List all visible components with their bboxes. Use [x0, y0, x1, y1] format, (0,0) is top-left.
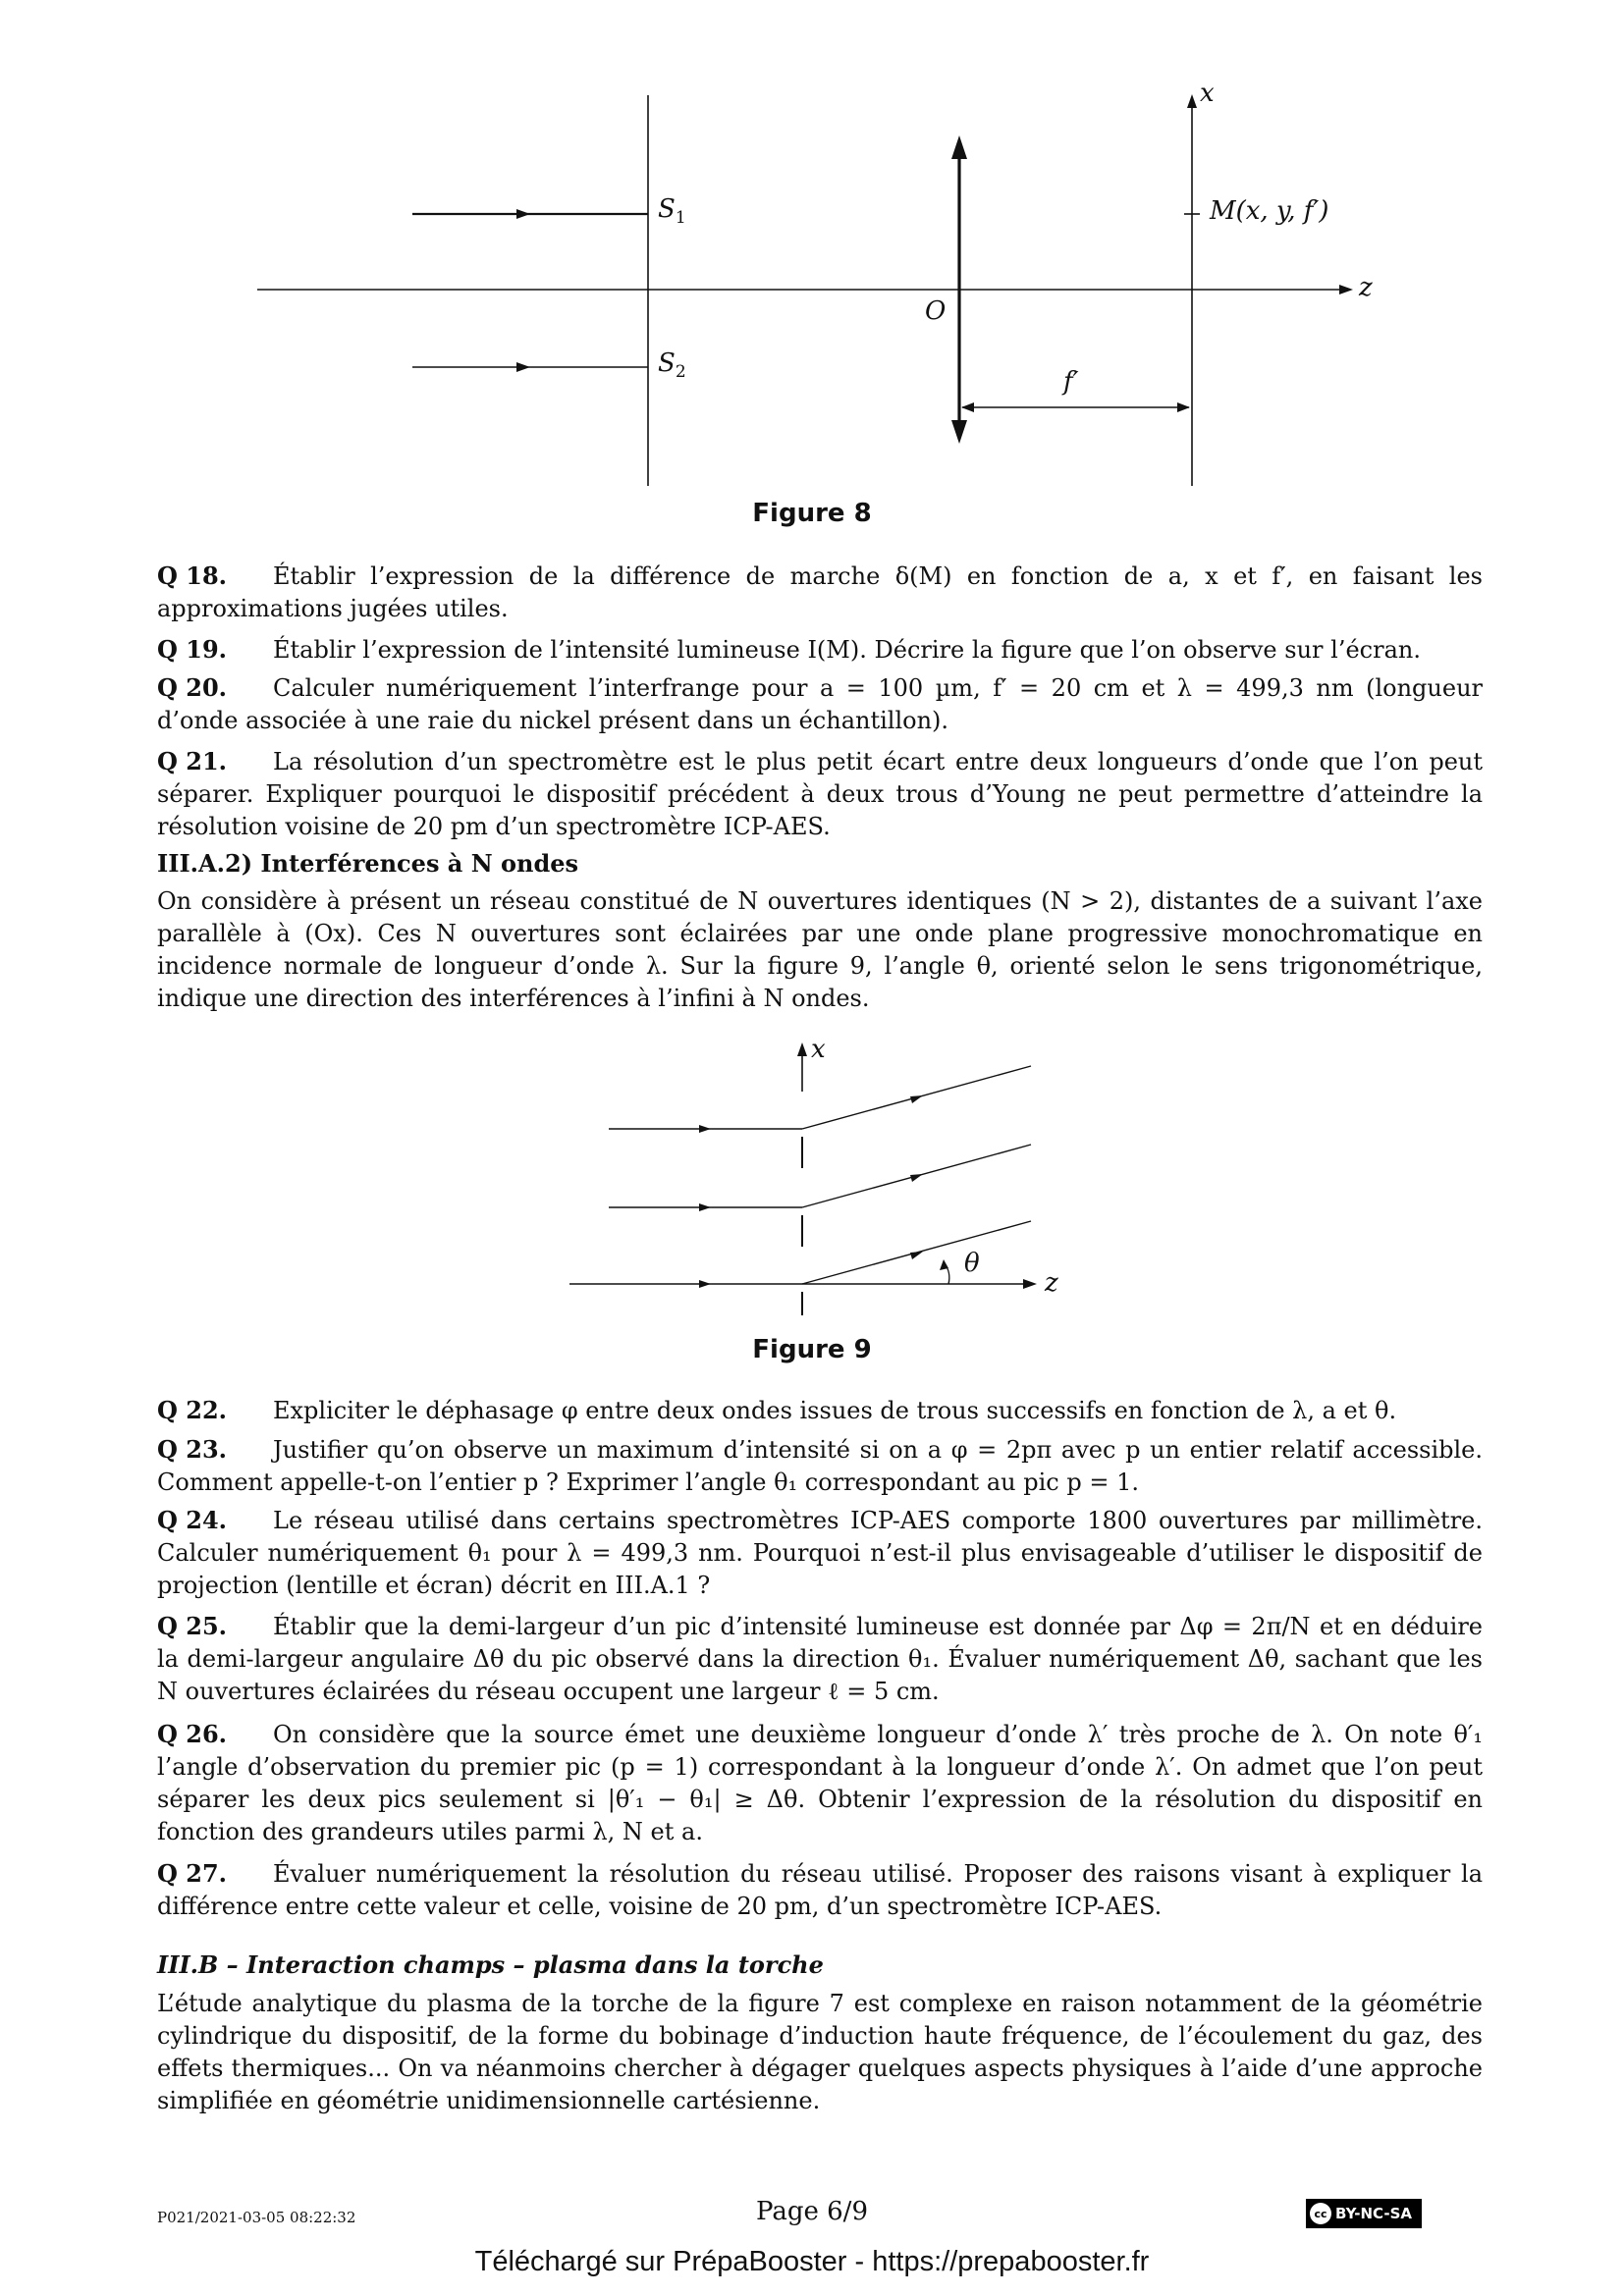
question-25	[157, 1610, 1483, 1708]
question-number: Q 18.	[157, 561, 228, 590]
question-23	[157, 1433, 1483, 1499]
z-axis-arrowhead	[1339, 285, 1353, 294]
section-title-b: III.B – Interaction champs – plasma dans la torche	[157, 1950, 824, 1979]
label-s1-subscript: 1	[675, 208, 686, 229]
label-s2-subscript: 2	[675, 362, 686, 383]
ray-arrowhead	[910, 1095, 923, 1103]
question-number: Q 20.	[157, 673, 228, 702]
label-s2: $S_2$	[658, 348, 686, 383]
x-axis-arrowhead	[797, 1042, 807, 1056]
lens-bottom-arrowhead	[951, 420, 967, 444]
subsection-title-a2: III.A.2) Interférences à N ondes	[157, 849, 579, 878]
lens-top-arrowhead	[951, 135, 967, 159]
question-18	[157, 560, 1483, 625]
question-22	[157, 1394, 1483, 1427]
figure-9	[0, 1021, 1624, 1315]
figure-8-caption: Figure 8	[752, 499, 872, 528]
question-text: On considère que la source émet une deuxième longueur d’onde λ′ très proche de λ. On note θ′₁ l’angle d’observation du premier pic (p = 1) correspondant à la longueur d’onde λ′. On admet que l’on peut séparer les deux pics seulement si |θ′₁ − θ₁| ≥ Δθ. Obtenir l’expression de la résolution du dispositif en fonction des grandeurs utiles parmi λ, N et a.	[157, 1721, 1483, 1845]
figure-8	[0, 0, 1624, 501]
label-origin: O	[925, 296, 947, 326]
question-20	[157, 671, 1483, 737]
ray-arrowhead	[516, 362, 530, 372]
question-text: Évaluer numériquement la résolution du réseau utilisé. Proposer des raisons visant à expliquer la différence entre cette valeur et celle, voisine de 20 pm, d’un spectromètre ICP-AES.	[157, 1860, 1483, 1920]
label-x-axis: x	[1200, 79, 1215, 108]
license-label: BY-NC-SA	[1335, 2205, 1413, 2222]
ray-arrowhead	[699, 1125, 711, 1133]
question-text: Expliciter le déphasage φ entre deux ondes issues de trous successifs en fonction de λ, a et θ.	[273, 1397, 1397, 1424]
question-number: Q 19.	[157, 635, 228, 664]
subsection-intro-a2: On considère à présent un réseau constitué de N ouvertures identiques (N > 2), distantes de a suivant l’axe parallèle à (Ox). Ces N ouvertures sont éclairées par une onde plane progressive monochromatique en incidence normale de longueur d’onde λ. Sur la figure 9, l’angle θ, orienté selon le sens trigonométrique, indique une direction des interférences à l’infini à N ondes.	[157, 887, 1483, 1012]
dim-arrowhead-right	[1177, 402, 1190, 412]
question-text: Calculer numériquement l’interfrange pour a = 100 µm, f′ = 20 cm et λ = 499,3 nm (longueur d’onde associée à une raie du nickel présent dans un échantillon).	[157, 674, 1483, 734]
question-number: Q 25.	[157, 1612, 228, 1640]
license-badge[interactable]	[1306, 2199, 1422, 2228]
ray-arrowhead	[699, 1280, 711, 1288]
question-27	[157, 1857, 1483, 1923]
question-text: Le réseau utilisé dans certains spectromètres ICP-AES comporte 1800 ouvertures par millimètre. Calculer numériquement θ₁ pour λ = 499,3 nm. Pourquoi n’est-il plus envisageable d’utiliser le dispositif de projection (lentille et écran) décrit en III.A.1 ?	[157, 1507, 1483, 1599]
label-z-axis: z	[1359, 273, 1373, 302]
question-number: Q 22.	[157, 1396, 228, 1424]
question-21	[157, 745, 1483, 843]
fig9-label-z: z	[1045, 1268, 1058, 1298]
label-s1: $S_1$	[658, 194, 686, 229]
label-point-m: M(x, y, f′)	[1210, 196, 1329, 226]
fig9-label-theta: θ	[964, 1249, 980, 1278]
question-19	[157, 633, 1483, 667]
question-number: Q 27.	[157, 1859, 228, 1888]
question-number: Q 24.	[157, 1506, 228, 1534]
question-26	[157, 1718, 1483, 1848]
dim-arrowhead-left	[961, 402, 974, 412]
question-number: Q 26.	[157, 1720, 228, 1748]
creative-commons-icon: cc	[1310, 2203, 1331, 2224]
fig9-label-x: x	[811, 1035, 826, 1064]
document-id: P021/2021-03-05 08:22:32	[157, 2209, 356, 2226]
figure-9-caption: Figure 9	[752, 1335, 872, 1364]
question-number: Q 21.	[157, 747, 228, 775]
question-text: Établir l’expression de la différence de marche δ(M) en fonction de a, x et f′, en faisant les approximations jugées utiles.	[157, 562, 1483, 622]
page-number: Page 6/9	[756, 2197, 868, 2226]
z-axis-arrowhead	[1023, 1279, 1037, 1289]
section-text-b: L’étude analytique du plasma de la torche de la figure 7 est complexe en raison notamment de la géométrie cylindrique du dispositif, de la forme du bobinage d’induction haute fréquence, de l’écoulement du gaz, des effets thermiques... On va néanmoins chercher à dégager quelques aspects physiques à l’aide d’une approche simplifiée en géométrie unidimensionnelle cartésienne.	[157, 1990, 1483, 2114]
question-text: Établir que la demi-largeur d’un pic d’intensité lumineuse est donnée par Δφ = 2π/N et en déduire la demi-largeur angulaire Δθ du pic observé dans la direction θ₁. Évaluer numériquement Δθ, sachant que les N ouvertures éclairées du réseau occupent une largeur ℓ = 5 cm.	[157, 1613, 1483, 1705]
question-number: Q 23.	[157, 1435, 228, 1464]
ray-arrowhead	[910, 1174, 923, 1182]
question-text: Établir l’expression de l’intensité lumineuse I(M). Décrire la figure que l’on observe sur l’écran.	[273, 636, 1421, 664]
question-text: La résolution d’un spectromètre est le plus petit écart entre deux longueurs d’onde que l’on peut séparer. Expliquer pourquoi le dispositif précédent à deux trous d’Young ne peut permettre d’atteindre la résolution voisine de 20 pm d’un spectromètre ICP-AES.	[157, 748, 1483, 840]
ray-arrowhead	[516, 209, 530, 219]
label-focal-length: f′	[1063, 367, 1079, 397]
ray-arrowhead	[699, 1203, 711, 1211]
question-text: Justifier qu’on observe un maximum d’intensité si on a φ = 2pπ avec p un entier relatif accessible. Comment appelle-t-on l’entier p ? Exprimer l’angle θ₁ correspondant au pic p = 1.	[157, 1436, 1483, 1496]
ray-arrowhead	[910, 1252, 923, 1259]
x-axis-arrowhead	[1187, 94, 1197, 108]
download-notice[interactable]: Téléchargé sur PrépaBooster - https://prepabooster.fr	[474, 2246, 1150, 2277]
question-24	[157, 1504, 1483, 1602]
